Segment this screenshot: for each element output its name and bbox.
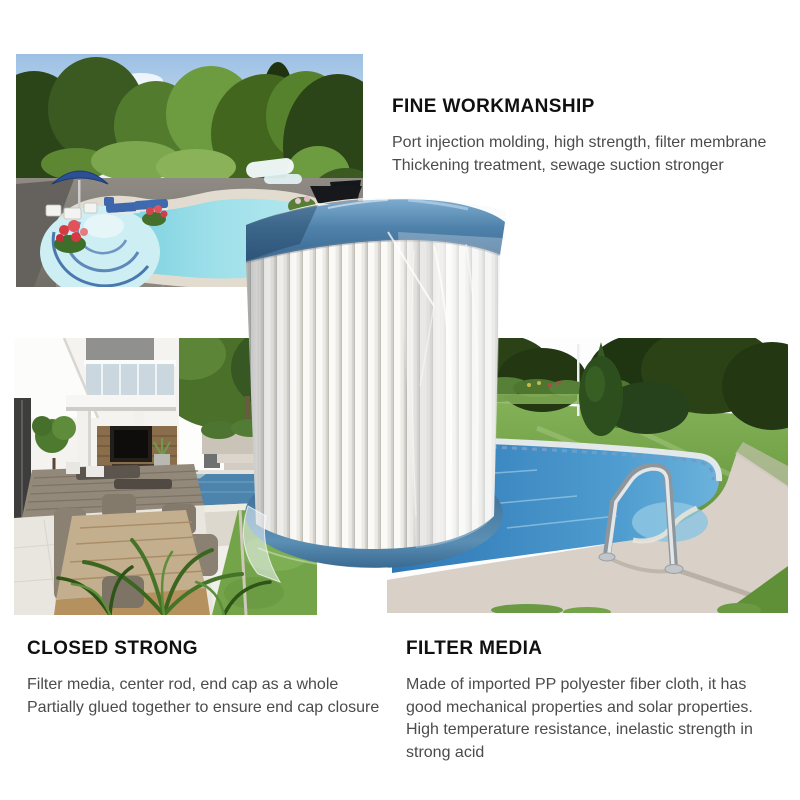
- filter-media-line-3: High temperature resistance, inelastic strength in: [406, 721, 753, 738]
- section-closed-strong: [27, 638, 402, 719]
- closed-strong-line-1: Filter media, center rod, end cap as a whole: [27, 676, 339, 693]
- beam: [66, 395, 176, 409]
- filter-cartridge-image: [238, 186, 514, 586]
- filter-cartridge: [238, 186, 514, 586]
- filter-media-line-4: strong acid: [406, 743, 485, 761]
- filter-media-title: FILTER MEDIA: [406, 638, 543, 659]
- section-filter-media: [406, 638, 794, 764]
- filter-media-line-2: good mechanical properties and solar properties.: [406, 698, 753, 716]
- closed-strong-line-2: Partially glued together to ensure end cap closure: [27, 698, 380, 716]
- fine-workmanship-title: FINE WORKMANSHIP: [392, 96, 595, 117]
- closed-strong-title: CLOSED STRONG: [27, 638, 198, 659]
- fine-workmanship-line-1: Port injection molding, high strength, filter membrane: [392, 134, 767, 151]
- flag-pole: [577, 344, 580, 416]
- chair: [102, 576, 144, 608]
- section-fine-workmanship: [392, 96, 794, 177]
- grill: [66, 462, 80, 474]
- filter-media-line-1: Made of imported PP polyester fiber cloth, it has: [406, 676, 747, 693]
- lounger: [76, 465, 140, 480]
- fine-workmanship-line-2: Thickening treatment, sewage suction stronger: [392, 156, 724, 174]
